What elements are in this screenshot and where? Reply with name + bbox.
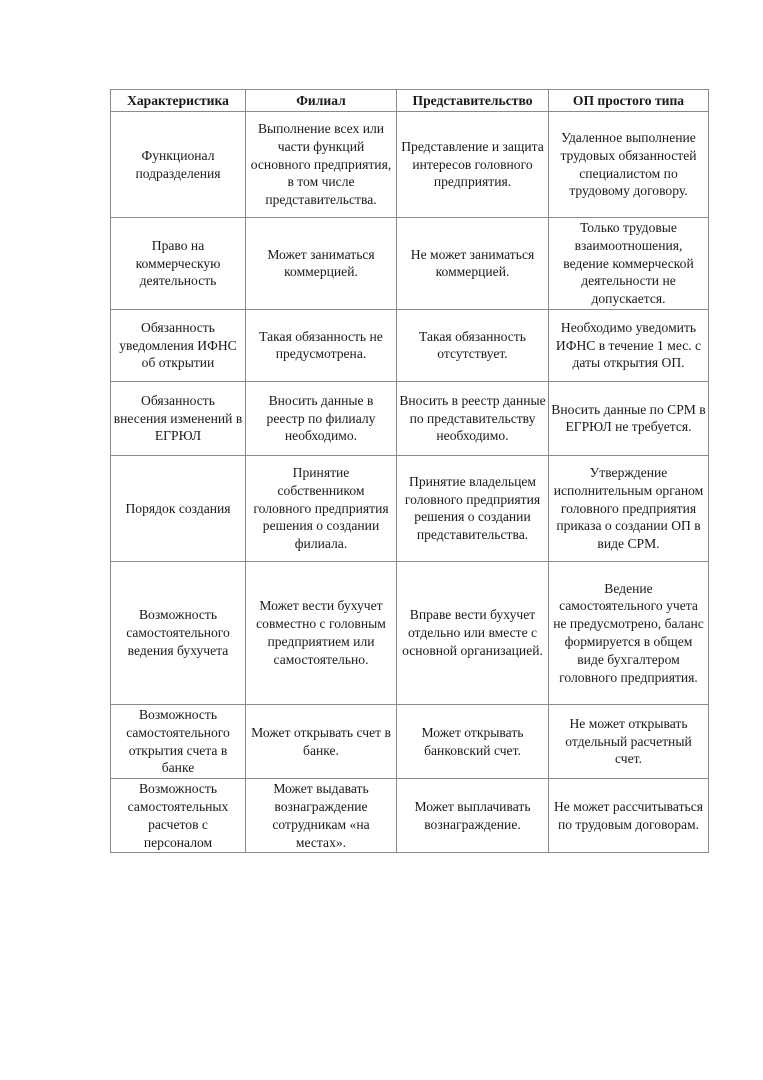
table-row bbox=[111, 704, 709, 778]
row-label: Порядок создания bbox=[111, 455, 246, 561]
table-cell: Вносить данные по СРМ в ЕГРЮЛ не требуется. bbox=[549, 381, 709, 455]
table-row bbox=[111, 309, 709, 381]
table-cell: Не может заниматься коммерцией. bbox=[397, 218, 549, 310]
table-cell: Не может открывать отдельный расчетный счет. bbox=[549, 704, 709, 778]
table-row bbox=[111, 561, 709, 704]
table-cell: Ведение самостоятельного учета не предусмотрено, баланс формируется в общем виде бухгалтером головного предприятия. bbox=[549, 561, 709, 704]
table-cell: Вправе вести бухучет отдельно или вместе с основной организацией. bbox=[397, 561, 549, 704]
table-cell: Только трудовые взаимоотношения, ведение коммерческой деятельности не допускается. bbox=[549, 218, 709, 310]
row-label: Обязанность уведомления ИФНС об открытии bbox=[111, 309, 246, 381]
header-representative-office: Представительство bbox=[397, 90, 549, 112]
table-cell: Необходимо уведомить ИФНС в течение 1 мес. с даты открытия ОП. bbox=[549, 309, 709, 381]
row-label: Возможность самостоятельного открытия счета в банке bbox=[111, 704, 246, 778]
table-row bbox=[111, 381, 709, 455]
table-row bbox=[111, 779, 709, 853]
table-cell: Принятие собственником головного предприятия решения о создании филиала. bbox=[246, 455, 397, 561]
table-header-row bbox=[111, 90, 709, 112]
table-cell: Такая обязанность отсутствует. bbox=[397, 309, 549, 381]
table-row bbox=[111, 455, 709, 561]
table-cell: Выполнение всех или части функций основного предприятия, в том числе представительства. bbox=[246, 112, 397, 218]
table-row bbox=[111, 112, 709, 218]
table-cell: Вносить в реестр данные по представительству необходимо. bbox=[397, 381, 549, 455]
table-cell: Может открывать банковский счет. bbox=[397, 704, 549, 778]
table-cell: Такая обязанность не предусмотрена. bbox=[246, 309, 397, 381]
header-simple-unit: ОП простого типа bbox=[549, 90, 709, 112]
comparison-table bbox=[110, 89, 709, 853]
table-row bbox=[111, 218, 709, 310]
table-cell: Может заниматься коммерцией. bbox=[246, 218, 397, 310]
table-cell: Может выдавать вознаграждение сотрудникам «на местах». bbox=[246, 779, 397, 853]
table-cell: Не может рассчитываться по трудовым договорам. bbox=[549, 779, 709, 853]
row-label: Возможность самостоятельного ведения бухучета bbox=[111, 561, 246, 704]
row-label: Возможность самостоятельных расчетов с персоналом bbox=[111, 779, 246, 853]
table-cell: Вносить данные в реестр по филиалу необходимо. bbox=[246, 381, 397, 455]
table-cell: Представление и защита интересов головного предприятия. bbox=[397, 112, 549, 218]
row-label: Право на коммерческую деятельность bbox=[111, 218, 246, 310]
header-characteristic: Характеристика bbox=[111, 90, 246, 112]
row-label: Функционал подразделения bbox=[111, 112, 246, 218]
table-cell: Утверждение исполнительным органом головного предприятия приказа о создании ОП в виде СРМ. bbox=[549, 455, 709, 561]
table-cell: Удаленное выполнение трудовых обязанностей специалистом по трудовому договору. bbox=[549, 112, 709, 218]
table-cell: Может выплачивать вознаграждение. bbox=[397, 779, 549, 853]
header-branch: Филиал bbox=[246, 90, 397, 112]
table-cell: Может вести бухучет совместно с головным предприятием или самостоятельно. bbox=[246, 561, 397, 704]
table-cell: Принятие владельцем головного предприятия решения о создании представительства. bbox=[397, 455, 549, 561]
row-label: Обязанность внесения изменений в ЕГРЮЛ bbox=[111, 381, 246, 455]
table-cell: Может открывать счет в банке. bbox=[246, 704, 397, 778]
